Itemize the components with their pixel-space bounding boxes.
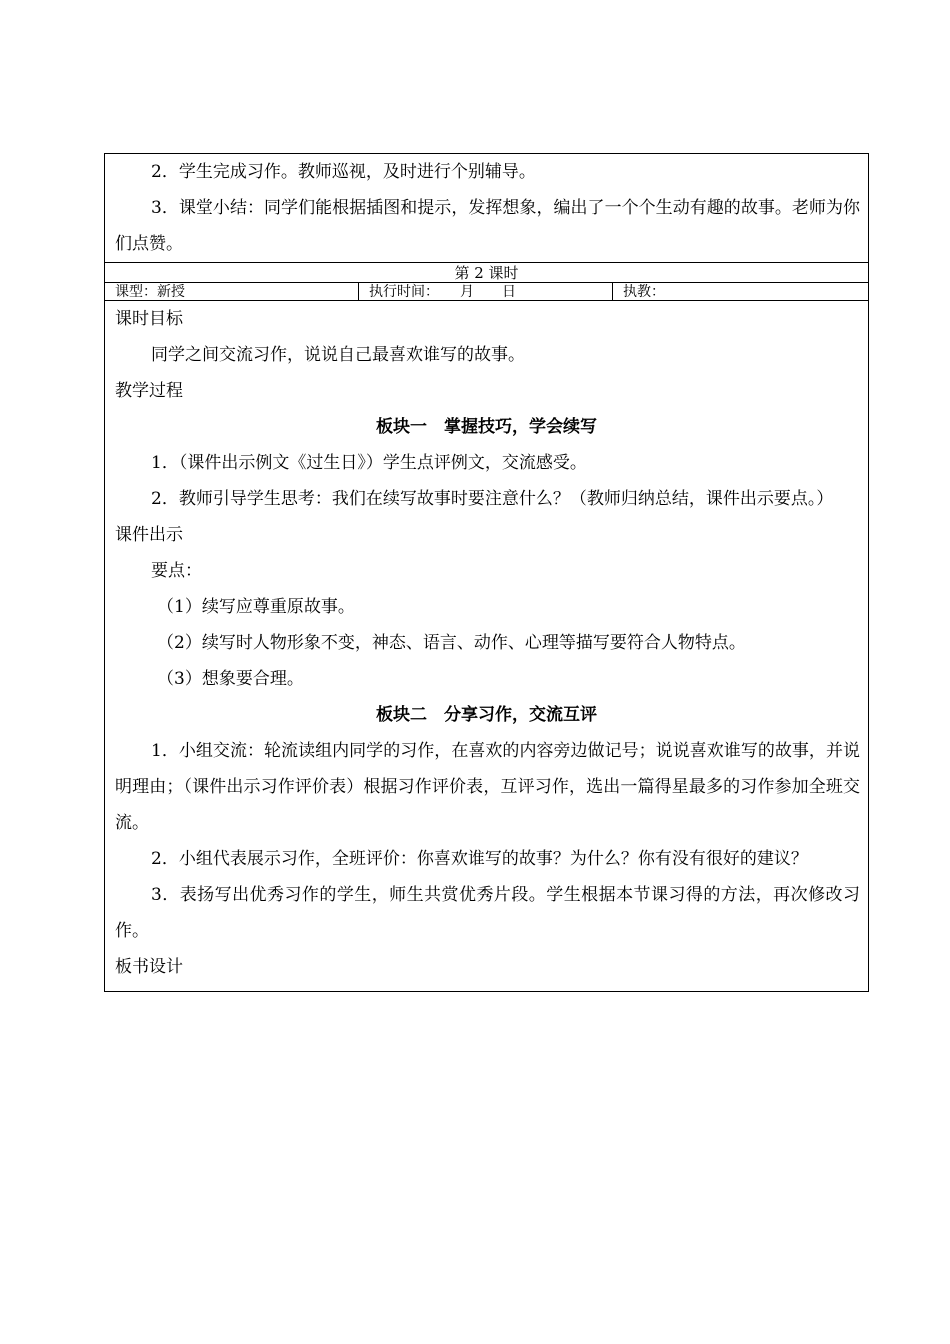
section-heading: 课时目标 [115, 309, 183, 329]
lesson-title: 第 2 课时 [105, 263, 868, 283]
lesson-type: 课型：新授 [105, 283, 359, 300]
previous-lesson-section [105, 154, 868, 263]
lesson-plan-table [104, 153, 869, 992]
section-heading: 教学过程 [115, 381, 183, 401]
paragraph: 3．表扬写出优秀习作的学生，师生共赏优秀片段。学生根据本节课习得的方法，再次修改习作。 [115, 885, 860, 941]
lesson-time: 执行时间： 月 日 [359, 283, 613, 300]
paragraph: 2．小组代表展示习作，全班评价：你喜欢谁写的故事？为什么？你有没有很好的建议？ [151, 849, 808, 869]
list-item: （3）想象要合理。 [157, 669, 304, 689]
paragraph: 1．小组交流：轮流读组内同学的习作，在喜欢的内容旁边做记号；说说喜欢谁写的故事，并说明理由；（课件出示习作评价表）根据习作评价表，互评习作，选出一篇得星最多的习作参加全班交流。 [115, 741, 860, 833]
block-title: 板块二 分享习作，交流互评 [376, 705, 597, 725]
list-item: （1）续写应尊重原故事。 [157, 597, 355, 617]
lesson-info-row [105, 283, 868, 301]
paragraph: 要点： [151, 561, 202, 581]
paragraph: 1．（课件出示例文《过生日》）学生点评例文，交流感受。 [151, 453, 587, 473]
paragraph: 2．学生完成习作。教师巡视，及时进行个别辅导。 [151, 162, 536, 182]
block-title: 板块一 掌握技巧，学会续写 [376, 417, 597, 437]
list-item: （2）续写时人物形象不变，神态、语言、动作、心理等描写要符合人物特点。 [157, 633, 746, 653]
lesson-content [105, 301, 868, 991]
paragraph: 同学之间交流习作，说说自己最喜欢谁写的故事。 [151, 345, 525, 365]
section-heading: 课件出示 [115, 525, 183, 545]
paragraph: 2．教师引导学生思考：我们在续写故事时要注意什么？（教师归纳总结，课件出示要点。） [151, 489, 834, 509]
section-heading: 板书设计 [115, 957, 183, 977]
lesson-teacher: 执教： [623, 284, 665, 300]
paragraph: 3．课堂小结：同学们能根据插图和提示，发挥想象，编出了一个个生动有趣的故事。老师为你们点赞。 [115, 198, 860, 254]
